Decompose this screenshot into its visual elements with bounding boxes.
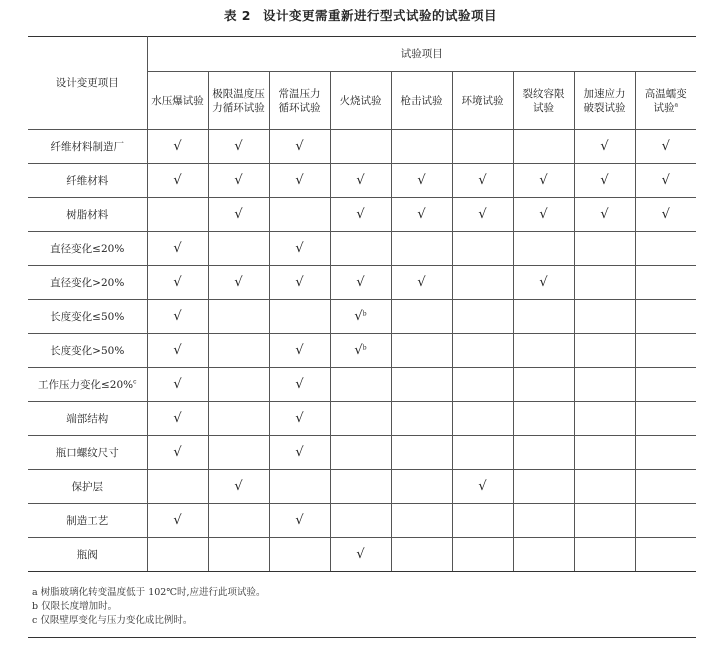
row-label: 瓶阀 <box>28 538 147 572</box>
table-cell <box>452 130 513 164</box>
check-mark: √ <box>173 138 182 154</box>
column-header-line: 水压爆试验 <box>151 94 204 107</box>
table-cell <box>574 470 635 504</box>
table-cell <box>574 334 635 368</box>
check-mark: √ <box>661 172 670 188</box>
footnote-marker: a <box>674 101 679 108</box>
column-header-text: 试验 <box>653 101 675 114</box>
table-cell <box>635 164 696 198</box>
footnote-marker: b <box>362 344 367 351</box>
table-cell <box>513 198 574 232</box>
table-caption: 设计变更需重新进行型式试验的试验项目 <box>263 8 498 23</box>
table-cell <box>635 300 696 334</box>
table-cell <box>330 470 391 504</box>
table-cell <box>513 436 574 470</box>
table-cell <box>391 402 452 436</box>
table-cell <box>269 538 330 572</box>
table-cell <box>452 470 513 504</box>
table-cell <box>635 368 696 402</box>
table-cell <box>330 232 391 266</box>
column-header-line: 试验 <box>533 101 554 114</box>
table-cell <box>574 266 635 300</box>
column-header <box>513 72 574 130</box>
table-row <box>28 436 696 470</box>
table-cell <box>452 164 513 198</box>
table-row <box>28 130 696 164</box>
table-cell <box>635 402 696 436</box>
check-mark: √ <box>356 206 365 222</box>
table-cell <box>147 266 208 300</box>
table-cell <box>513 538 574 572</box>
table-cell <box>452 538 513 572</box>
check-mark: √ <box>600 172 609 188</box>
table-cell <box>513 266 574 300</box>
table-cell <box>574 504 635 538</box>
row-label <box>28 368 147 402</box>
table-cell <box>391 538 452 572</box>
table-row <box>28 504 696 538</box>
table-cell <box>330 368 391 402</box>
table-cell <box>330 402 391 436</box>
column-header-line: 常温压力 <box>278 87 321 100</box>
check-mark: √ <box>539 274 548 290</box>
table-cell <box>635 130 696 164</box>
footnote-marker: c <box>133 378 137 385</box>
table-cell <box>391 368 452 402</box>
table-cell <box>391 470 452 504</box>
table-cell <box>635 334 696 368</box>
table-cell <box>452 368 513 402</box>
table-cell <box>208 368 269 402</box>
check-mark: √ <box>295 512 304 528</box>
table-cell <box>269 436 330 470</box>
column-header-line: 极限温度压 <box>212 87 265 100</box>
row-label: 纤维材料 <box>28 164 147 198</box>
table-cell <box>574 130 635 164</box>
table-cell <box>391 266 452 300</box>
check-mark: √ <box>173 444 182 460</box>
check-mark: √ <box>417 172 426 188</box>
column-header <box>635 72 696 130</box>
table-cell <box>208 436 269 470</box>
table-cell <box>513 504 574 538</box>
table-cell <box>269 198 330 232</box>
row-label: 直径变化≤20% <box>28 232 147 266</box>
check-mark: √ <box>173 240 182 256</box>
table-cell <box>635 436 696 470</box>
check-mark: √ <box>173 376 182 392</box>
check-mark: √ <box>600 138 609 154</box>
table-cell <box>452 402 513 436</box>
table-row <box>28 266 696 300</box>
row-label: 制造工艺 <box>28 504 147 538</box>
column-header <box>391 72 452 130</box>
footnote-c: c 仅限壁厚变化与压力变化成比例时。 <box>32 615 193 626</box>
row-label: 纤维材料制造厂 <box>28 130 147 164</box>
table-cell <box>574 164 635 198</box>
table-cell <box>208 198 269 232</box>
row-label-text: 工作压力变化≤20% <box>37 378 134 391</box>
table-cell <box>513 130 574 164</box>
column-header <box>208 72 269 130</box>
column-header-line: 裂纹容限 <box>522 87 565 100</box>
check-mark: √ <box>295 172 304 188</box>
table-row <box>28 334 696 368</box>
check-mark: √ <box>661 138 670 154</box>
table-cell <box>147 470 208 504</box>
table-cell <box>330 198 391 232</box>
check-mark: √ <box>173 342 182 358</box>
check-mark: √ <box>478 206 487 222</box>
table-cell <box>208 232 269 266</box>
row-label: 长度变化≤50% <box>28 300 147 334</box>
table-row <box>28 402 696 436</box>
check-mark: √ <box>600 206 609 222</box>
table-cell <box>330 436 391 470</box>
check-mark: √ <box>354 308 363 324</box>
table-cell <box>574 538 635 572</box>
table-cell <box>269 164 330 198</box>
table-cell <box>574 232 635 266</box>
table-row <box>28 470 696 504</box>
check-mark: √ <box>417 274 426 290</box>
check-mark: √ <box>295 274 304 290</box>
table-cell <box>574 300 635 334</box>
column-header-line: 加速应力 <box>583 87 626 100</box>
footnote-marker: b <box>362 310 367 317</box>
table-title <box>0 6 721 24</box>
check-mark: √ <box>295 342 304 358</box>
table-cell <box>208 164 269 198</box>
table-cell <box>452 266 513 300</box>
column-header-line: 火烧试验 <box>339 94 382 107</box>
check-mark: √ <box>295 410 304 426</box>
table-cell <box>513 334 574 368</box>
table-cell <box>330 504 391 538</box>
table-cell <box>269 266 330 300</box>
table-cell <box>513 300 574 334</box>
check-mark: √ <box>173 274 182 290</box>
table-cell <box>147 198 208 232</box>
check-mark: √ <box>234 138 243 154</box>
table-cell <box>452 300 513 334</box>
check-mark: √ <box>295 240 304 256</box>
check-mark: √ <box>173 512 182 528</box>
table-cell <box>330 164 391 198</box>
table-cell <box>513 402 574 436</box>
table-cell <box>269 130 330 164</box>
table-cell <box>452 198 513 232</box>
table-cell <box>452 334 513 368</box>
table-cell <box>147 300 208 334</box>
column-header <box>452 72 513 130</box>
table-cell <box>269 470 330 504</box>
table-cell <box>391 334 452 368</box>
row-label: 保护层 <box>28 470 147 504</box>
footnote-a: a 树脂玻璃化转变温度低于 102℃时,应进行此项试验。 <box>32 587 266 598</box>
table-row <box>28 232 696 266</box>
table-cell <box>269 232 330 266</box>
table-cell <box>513 232 574 266</box>
table-cell <box>635 538 696 572</box>
table-cell <box>269 300 330 334</box>
check-mark: √ <box>295 376 304 392</box>
table-cell <box>391 504 452 538</box>
table-cell <box>513 164 574 198</box>
table-cell <box>147 130 208 164</box>
column-header-line: 力循环试验 <box>212 101 265 114</box>
table-cell <box>147 164 208 198</box>
check-mark: √ <box>661 206 670 222</box>
bottom-rule <box>28 637 696 638</box>
check-mark: √ <box>354 342 363 358</box>
table-cell <box>452 436 513 470</box>
check-mark: √ <box>173 410 182 426</box>
table-cell <box>391 164 452 198</box>
row-label: 长度变化>50% <box>28 334 147 368</box>
table-cell <box>330 538 391 572</box>
table-cell <box>391 300 452 334</box>
table-cell <box>269 504 330 538</box>
table-cell <box>635 198 696 232</box>
check-mark: √ <box>356 172 365 188</box>
test-items-header: 试验项目 <box>147 37 696 72</box>
table-cell <box>208 538 269 572</box>
column-header-line: 高温蠕变 <box>644 87 687 100</box>
column-header <box>574 72 635 130</box>
table-cell <box>269 368 330 402</box>
column-header <box>147 72 208 130</box>
check-mark: √ <box>234 478 243 494</box>
table-cell <box>635 470 696 504</box>
table-cell <box>208 300 269 334</box>
table-cell <box>269 334 330 368</box>
check-mark: √ <box>234 274 243 290</box>
table-cell <box>574 368 635 402</box>
check-mark: √ <box>478 172 487 188</box>
table-row <box>28 164 696 198</box>
table-cell <box>391 436 452 470</box>
row-label: 树脂材料 <box>28 198 147 232</box>
table-cell <box>208 334 269 368</box>
column-header-line: 循环试验 <box>278 101 321 114</box>
check-mark: √ <box>356 546 365 562</box>
check-mark: √ <box>173 172 182 188</box>
column-header-line: 枪击试验 <box>400 94 443 107</box>
table-cell <box>147 402 208 436</box>
footnote-b: b 仅限长度增加时。 <box>32 601 118 612</box>
table-cell <box>147 334 208 368</box>
table-cell <box>635 266 696 300</box>
check-mark: √ <box>234 206 243 222</box>
test-items-table <box>28 36 696 572</box>
change-item-header: 设计变更项目 <box>28 37 147 130</box>
table-row <box>28 198 696 232</box>
table-cell <box>147 368 208 402</box>
table-cell <box>208 130 269 164</box>
table-cell <box>574 402 635 436</box>
table-cell <box>208 402 269 436</box>
row-label: 直径变化>20% <box>28 266 147 300</box>
table-cell <box>208 470 269 504</box>
table-cell <box>635 504 696 538</box>
table-cell <box>147 504 208 538</box>
check-mark: √ <box>234 172 243 188</box>
table-row <box>28 368 696 402</box>
check-mark: √ <box>295 444 304 460</box>
row-label: 瓶口螺纹尺寸 <box>28 436 147 470</box>
table-cell <box>391 232 452 266</box>
table-row <box>28 300 696 334</box>
table-number: 表 2 <box>223 8 252 23</box>
table-cell <box>147 538 208 572</box>
table-cell <box>391 198 452 232</box>
table-cell <box>452 504 513 538</box>
column-header <box>330 72 391 130</box>
check-mark: √ <box>356 274 365 290</box>
check-mark: √ <box>173 308 182 324</box>
check-mark: √ <box>539 172 548 188</box>
column-header-line <box>636 101 697 115</box>
column-header-line: 破裂试验 <box>583 101 626 114</box>
table-cell <box>330 334 391 368</box>
table-cell <box>208 504 269 538</box>
table-cell <box>635 232 696 266</box>
table-cell <box>330 130 391 164</box>
column-header <box>269 72 330 130</box>
table-cell <box>574 436 635 470</box>
check-mark: √ <box>417 206 426 222</box>
table-cell <box>513 368 574 402</box>
table-cell <box>391 130 452 164</box>
row-label: 端部结构 <box>28 402 147 436</box>
table-cell <box>330 266 391 300</box>
column-header-line: 环境试验 <box>461 94 504 107</box>
table-cell <box>147 436 208 470</box>
footnotes <box>32 586 265 628</box>
table-cell <box>330 300 391 334</box>
check-mark: √ <box>539 206 548 222</box>
table-cell <box>513 470 574 504</box>
check-mark: √ <box>295 138 304 154</box>
table-cell <box>208 266 269 300</box>
table-cell <box>147 232 208 266</box>
table-cell <box>574 198 635 232</box>
table-row <box>28 538 696 572</box>
table-cell <box>452 232 513 266</box>
table-cell <box>269 402 330 436</box>
check-mark: √ <box>478 478 487 494</box>
